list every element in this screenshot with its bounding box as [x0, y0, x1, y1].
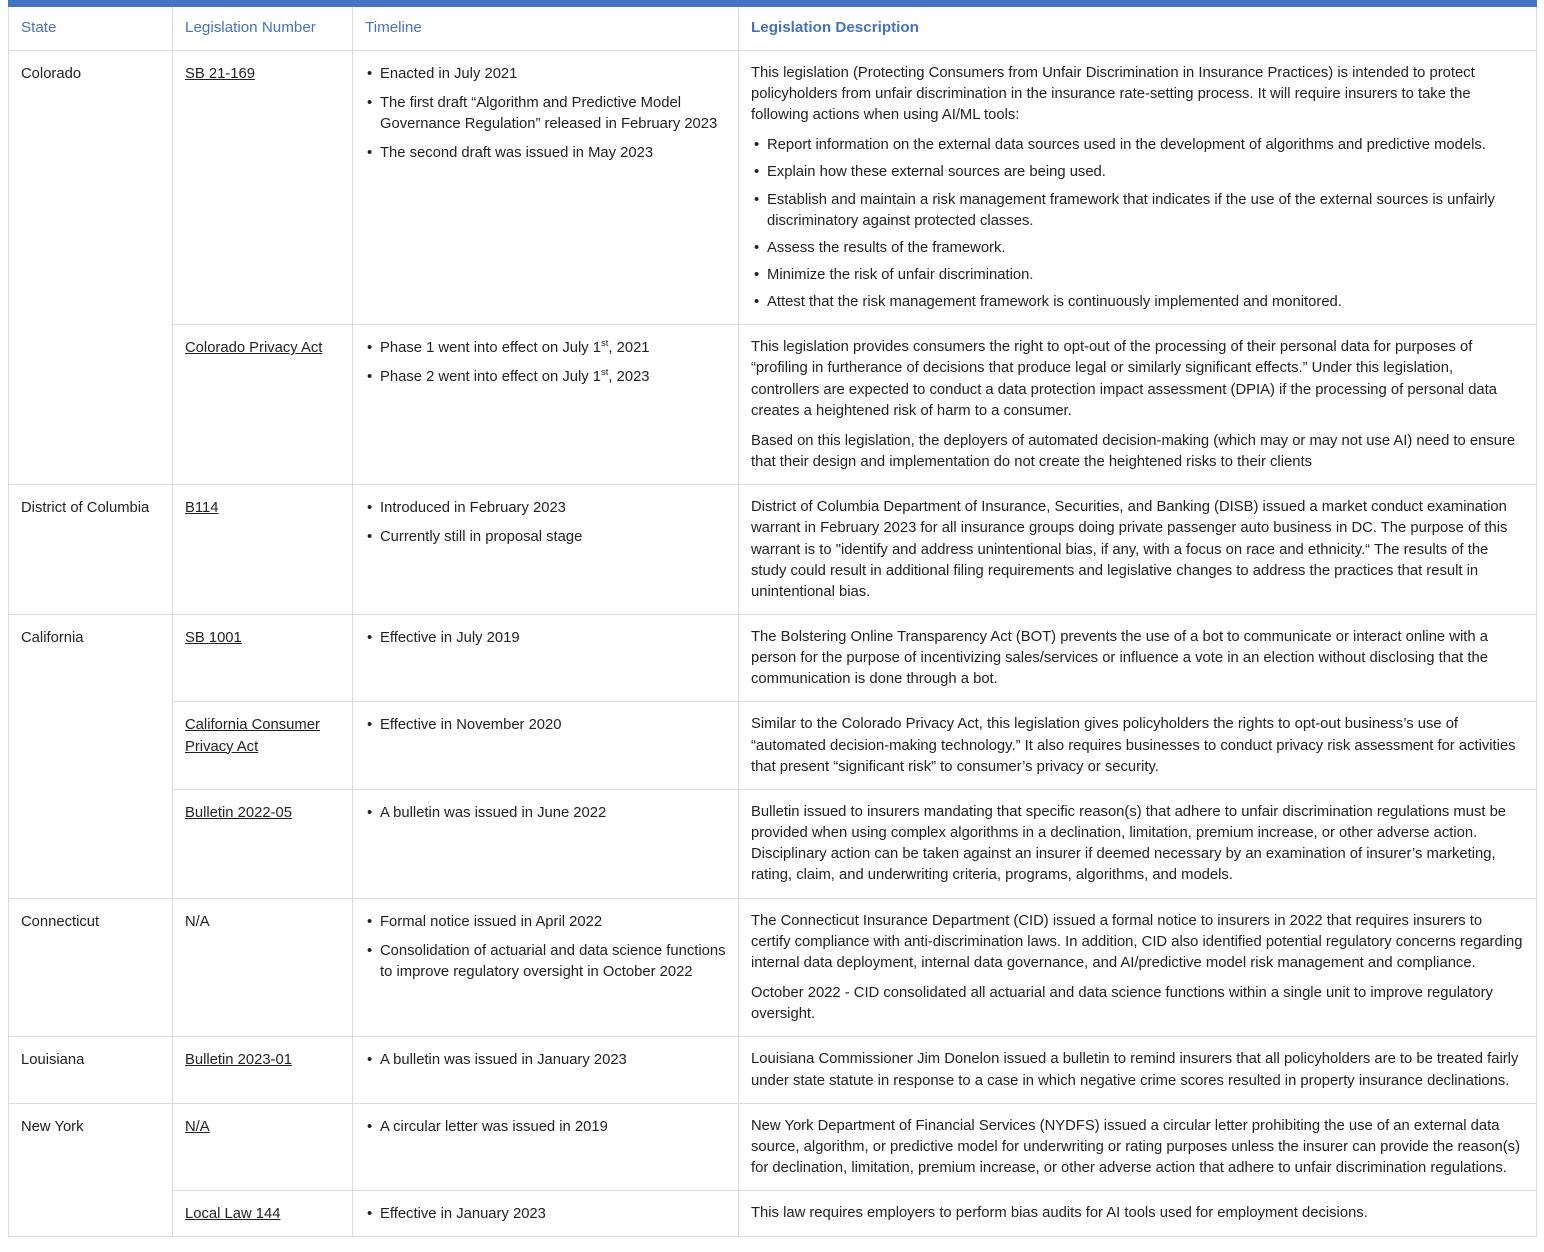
- state-cell: New York: [9, 1103, 173, 1237]
- description-paragraph: Similar to the Colorado Privacy Act, this legislation gives policyholders the rights to opt-out business’s use of “automated decision-making technology.” It also requires businesses to conduct privacy risk assessment for activities that present “significant risk” to consumer’s privacy or security.: [751, 716, 1516, 775]
- timeline-item: • Effective in January 2023: [365, 1204, 726, 1225]
- column-header-legislation-description: Legislation Description: [739, 4, 1537, 51]
- description-paragraph: This law requires employers to perform bias audits for AI tools used for employment decisions.: [751, 1205, 1368, 1222]
- description-paragraph: This legislation (Protecting Consumers from Unfair Discrimination in Insurance Practices) is intended to protect policyholders from unfair discrimination in the insurance rate-setting process. It will require insurers to take the following actions when using AI/ML tools:: [751, 64, 1475, 124]
- description-bullet-item: • Report information on the external data sources used in the development of algorithms and predictive models.: [751, 135, 1524, 156]
- description-paragraph: Bulletin issued to insurers mandating that specific reason(s) that adhere to unfair discrimination regulations must be provided when using complex algorithms in a declination, limitation, premium increase, or other adverse action. Disciplinary action can be taken against an insurer if deemed necessary by an examination of insurer’s marketing, rating, claim, and underwriting criteria, programs, algorithms, and models.: [751, 803, 1507, 884]
- timeline-item: • Phase 2 went into effect on July 1st, 2023: [365, 367, 726, 388]
- description-cell: [739, 485, 1537, 615]
- description-paragraph: Louisiana Commissioner Jim Donelon issued a bulletin to remind insurers that all policyholders are to be treated fairly under state statute in response to a case in which negative crime scores resulted in property insurance declinations.: [751, 1051, 1519, 1089]
- legislation-number-cell: [173, 50, 353, 325]
- state-cell: Louisiana: [9, 1037, 173, 1103]
- legislation-number-link[interactable]: B114: [185, 500, 219, 517]
- timeline-cell: [353, 1191, 739, 1237]
- description-paragraph: October 2022 - CID consolidated all actuarial and data science functions within a single unit to improve regulatory oversight.: [751, 985, 1493, 1023]
- column-header-legislation-number: Legislation Number: [173, 4, 353, 51]
- header-row: [9, 4, 1537, 51]
- state-cell: Colorado: [9, 50, 173, 485]
- description-paragraph: The Bolstering Online Transparency Act (BOT) prevents the use of a bot to communicate or interact online with a person for the purpose of incentivizing sales/services or influence a vote in an election without disclosing that the communication is done through a bot.: [751, 629, 1488, 688]
- timeline-item: • Effective in November 2020: [365, 715, 726, 736]
- legislation-number-link[interactable]: Local Law 144: [185, 1206, 281, 1223]
- column-header-state: State: [9, 4, 173, 51]
- table-row: [9, 702, 1537, 789]
- description-cell: [739, 1191, 1537, 1237]
- description-cell: [739, 1103, 1537, 1190]
- timeline-cell: [353, 1103, 739, 1190]
- timeline-cell: [353, 325, 739, 485]
- state-cell: Connecticut: [9, 898, 173, 1037]
- timeline-list: [365, 64, 726, 165]
- description-bullet-item: • Establish and maintain a risk management framework that indicates if the use of the external sources is unfairly discriminatory against protected classes.: [751, 190, 1524, 232]
- timeline-item: • A bulletin was issued in June 2022: [365, 803, 726, 824]
- timeline-item: • Enacted in July 2021: [365, 64, 726, 85]
- legislation-number-link[interactable]: N/A: [185, 1118, 210, 1135]
- description-cell: [739, 1037, 1537, 1103]
- description-paragraph: New York Department of Financial Services (NYDFS) issued a circular letter prohibiting the use of an external data source, algorithm, or predictive model for underwriting or rating purposes unless the insurer can provide the reason(s) for declination, limitation, premium increase, or other adverse action that adhere to unfair discrimination regulations.: [751, 1117, 1520, 1176]
- timeline-item: • The first draft “Algorithm and Predictive Model Governance Regulation” released in February 2023: [365, 93, 726, 135]
- table-row: [9, 50, 1537, 325]
- legislation-number-cell: [173, 702, 353, 789]
- timeline-cell: [353, 50, 739, 325]
- table-header: [9, 4, 1537, 51]
- table-row: [9, 485, 1537, 615]
- description-cell: [739, 702, 1537, 789]
- legislation-number-link[interactable]: California Consumer Privacy Act: [185, 717, 320, 755]
- timeline-item: • Introduced in February 2023: [365, 498, 726, 519]
- timeline-list: [365, 1204, 726, 1225]
- legislation-number-cell: [173, 898, 353, 1037]
- legislation-number-cell: [173, 1037, 353, 1103]
- timeline-item: • The second draft was issued in May 2023: [365, 143, 726, 164]
- description-bullet-item: • Explain how these external sources are being used.: [751, 162, 1524, 183]
- description-paragraph: The Connecticut Insurance Department (CID) issued a formal notice to insurers in 2022 that requires insurers to certify compliance with anti-discrimination laws. In addition, CID also identified potential regulatory concerns regarding internal data deployment, internal data governance, and AI/predictive model risk management and compliance.: [751, 912, 1523, 971]
- description-bullet-item: • Attest that the risk management framework is continuously implemented and monitored.: [751, 292, 1524, 313]
- legislation-number-cell: [173, 325, 353, 485]
- legislation-number-cell: [173, 615, 353, 702]
- timeline-item: • Formal notice issued in April 2022: [365, 912, 726, 933]
- table-row: [9, 1037, 1537, 1103]
- description-cell: [739, 615, 1537, 702]
- state-cell: California: [9, 615, 173, 899]
- timeline-item: • A circular letter was issued in 2019: [365, 1117, 726, 1138]
- description-paragraph: Based on this legislation, the deployers of automated decision-making (which may or may not use AI) need to ensure that their design and implementation do not create the heightened risks to their clients: [751, 432, 1516, 471]
- description-bullet-list: [751, 135, 1524, 313]
- description-cell: [739, 50, 1537, 325]
- timeline-item: • Currently still in proposal stage: [365, 527, 726, 548]
- timeline-item: • Consolidation of actuarial and data science functions to improve regulatory oversight in October 2022: [365, 941, 726, 983]
- legislation-number-cell: [173, 1191, 353, 1237]
- timeline-item: • A bulletin was issued in January 2023: [365, 1050, 726, 1071]
- description-cell: [739, 325, 1537, 485]
- legislation-number-link[interactable]: Bulletin 2023-01: [185, 1052, 292, 1069]
- description-paragraph: District of Columbia Department of Insurance, Securities, and Banking (DISB) issued a market conduct examination warrant in February 2023 for all insurance groups doing private passenger auto business in DC. The purpose of this warrant is to "identify and address unintentional bias, if any, with a focus on race and ethnicity.“ The results of the study could result in additional filing requirements and legislative changes to address the practices that result in unintentional bias.: [751, 499, 1508, 600]
- legislation-number-text: N/A: [185, 913, 210, 930]
- timeline-cell: [353, 789, 739, 898]
- timeline-list: [365, 628, 726, 649]
- legislation-number-cell: [173, 485, 353, 615]
- timeline-list: [365, 338, 726, 388]
- description-cell: [739, 898, 1537, 1037]
- table-row: [9, 1103, 1537, 1190]
- table-row: [9, 1191, 1537, 1237]
- timeline-cell: [353, 1037, 739, 1103]
- table-row: [9, 325, 1537, 485]
- timeline-list: [365, 803, 726, 824]
- timeline-list: [365, 912, 726, 983]
- legislation-table-body: [9, 50, 1537, 1237]
- timeline-cell: [353, 702, 739, 789]
- legislation-table: [8, 0, 1537, 1237]
- timeline-list: [365, 498, 726, 548]
- timeline-cell: [353, 615, 739, 702]
- legislation-number-link[interactable]: Bulletin 2022-05: [185, 804, 292, 821]
- timeline-item: • Phase 1 went into effect on July 1st, 2021: [365, 338, 726, 359]
- legislation-number-link[interactable]: SB 21-169: [185, 65, 255, 82]
- legislation-number-link[interactable]: SB 1001: [185, 630, 242, 647]
- description-paragraph: This legislation provides consumers the right to opt-out of the processing of their personal data for purposes of “profiling in furtherance of decisions that produce legal or similarly significant effects.” Under this legislation, controllers are expected to conduct a data protection impact assessment (DPIA) if the processing of personal data creates a heightened risk of harm to a consumer.: [751, 339, 1497, 419]
- legislation-number-cell: [173, 1103, 353, 1190]
- description-bullet-item: • Assess the results of the framework.: [751, 238, 1524, 259]
- timeline-item: • Effective in July 2019: [365, 628, 726, 649]
- table-row: [9, 789, 1537, 898]
- timeline-cell: [353, 898, 739, 1037]
- legislation-number-cell: [173, 789, 353, 898]
- state-cell: District of Columbia: [9, 485, 173, 615]
- timeline-cell: [353, 485, 739, 615]
- legislation-number-link[interactable]: Colorado Privacy Act: [185, 340, 323, 357]
- description-cell: [739, 789, 1537, 898]
- description-bullet-item: • Minimize the risk of unfair discrimination.: [751, 265, 1524, 286]
- timeline-list: [365, 1050, 726, 1071]
- timeline-list: [365, 715, 726, 736]
- table-row: [9, 615, 1537, 702]
- column-header-timeline: Timeline: [353, 4, 739, 51]
- timeline-list: [365, 1117, 726, 1138]
- table-row: [9, 898, 1537, 1037]
